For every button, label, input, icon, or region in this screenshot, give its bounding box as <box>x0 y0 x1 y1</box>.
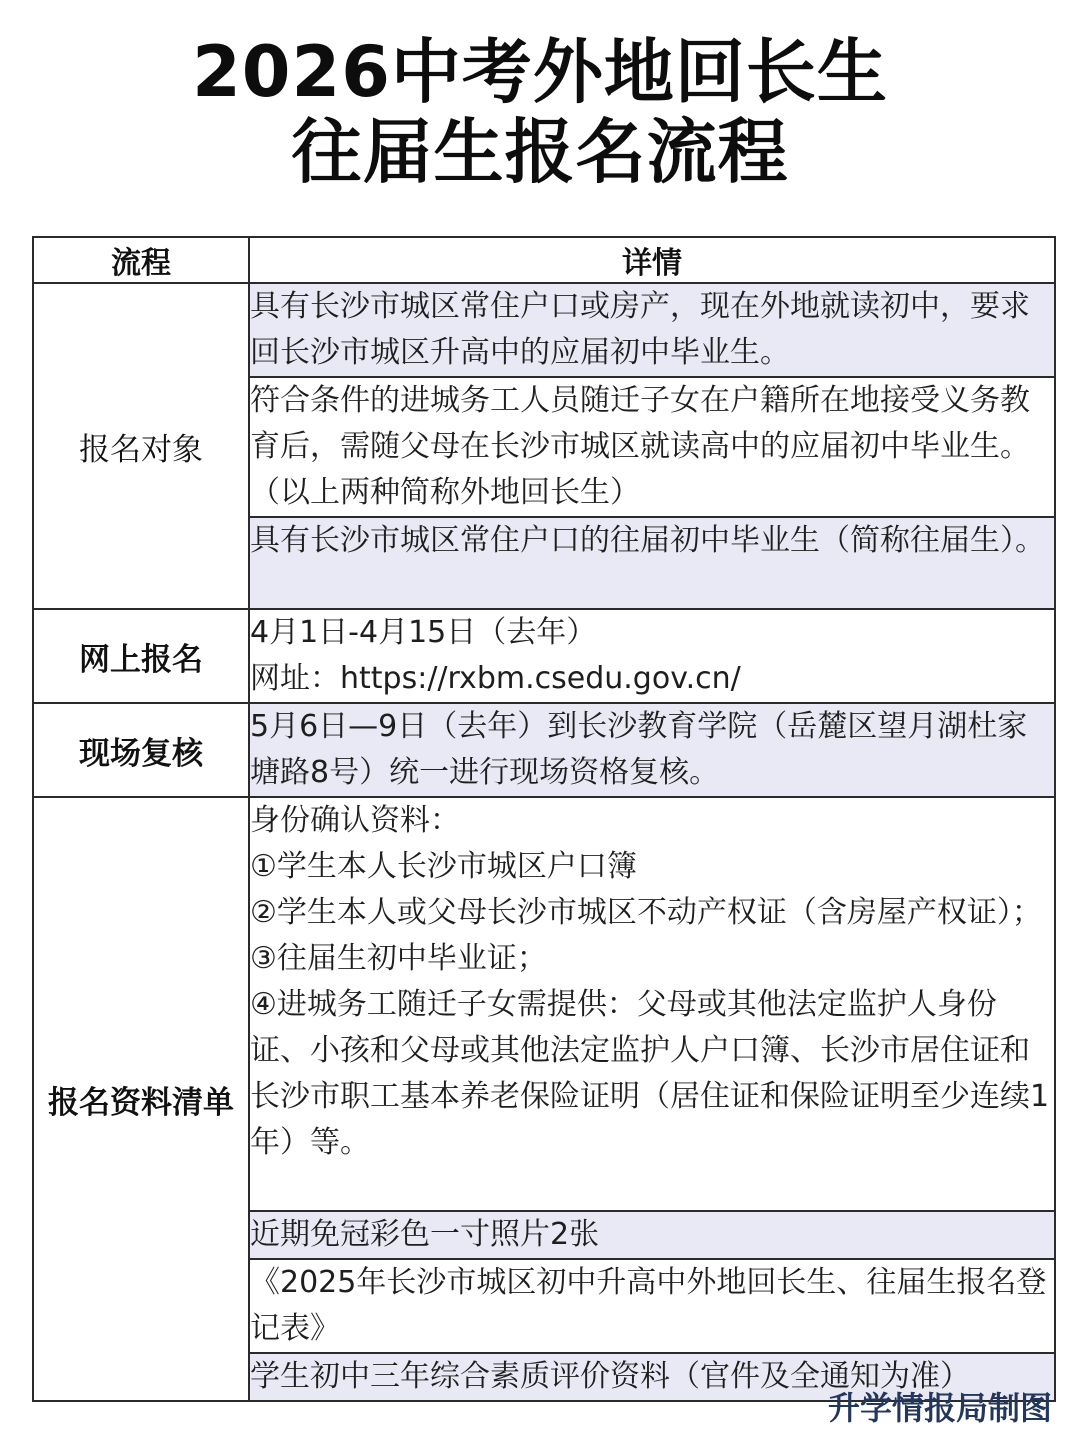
detail-cell <box>249 797 1055 1211</box>
title-line-1: 2026中考外地回长生 <box>192 31 888 113</box>
registration-url: 网址：https://rxbm.csedu.gov.cn/ <box>250 661 741 696</box>
detail-cell: 具有长沙市城区常住户口或房产，现在外地就读初中，要求回长沙市城区升高中的应届初中毕业生。 <box>249 283 1055 377</box>
table-header-row <box>33 237 1055 283</box>
header-detail: 详情 <box>249 237 1055 283</box>
step-eligibility: 报名对象 <box>33 283 249 609</box>
list-item: 身份确认资料： <box>250 803 460 838</box>
step-document-checklist: 报名资料清单 <box>33 797 249 1401</box>
detail-cell: 5月6日—9日（去年）到长沙教育学院（岳麓区望月湖杜家塘路8号）统一进行现场资格复核。 <box>249 703 1055 797</box>
list-item: ③往届生初中毕业证； <box>250 941 547 976</box>
table-row <box>33 703 1055 797</box>
registration-process-table <box>32 236 1056 1402</box>
table-row <box>33 797 1055 1211</box>
list-item: ④进城务工随迁子女需提供：父母或其他法定监护人身份证、小孩和父母或其他法定监护人户口簿、长沙市居住证和长沙市职工基本养老保险证明（居住证和保险证明至少连续1年）等。 <box>250 987 1050 1160</box>
detail-cell: 学生初中三年综合素质评价资料（官件及全通知为准） <box>249 1353 1055 1401</box>
header-step: 流程 <box>33 237 249 283</box>
detail-cell: 近期免冠彩色一寸照片2张 <box>249 1211 1055 1259</box>
detail-cell <box>249 609 1055 703</box>
page-title <box>0 32 1080 192</box>
table-row <box>33 283 1055 377</box>
step-onsite-review: 现场复核 <box>33 703 249 797</box>
detail-cell: 《2025年长沙市城区初中升高中外地回长生、往届生报名登记表》 <box>249 1259 1055 1353</box>
registration-dates: 4月1日-4月15日（去年） <box>250 615 597 650</box>
detail-cell: 符合条件的进城务工人员随迁子女在户籍所在地接受义务教育后，需随父母在长沙市城区就读高中的应届初中毕业生。（以上两种简称外地回长生） <box>249 377 1055 517</box>
list-item: ①学生本人长沙市城区户口簿 <box>250 849 637 884</box>
footer-credit: 升学情报局制图 <box>827 1389 1052 1427</box>
table-row <box>33 609 1055 703</box>
list-item: ②学生本人或父母长沙市城区不动产权证（含房屋产权证）； <box>250 895 1042 930</box>
detail-cell: 具有长沙市城区常住户口的往届初中毕业生（简称往届生）。 <box>249 517 1055 609</box>
step-online-registration: 网上报名 <box>33 609 249 703</box>
title-line-2: 往届生报名流程 <box>291 111 789 193</box>
